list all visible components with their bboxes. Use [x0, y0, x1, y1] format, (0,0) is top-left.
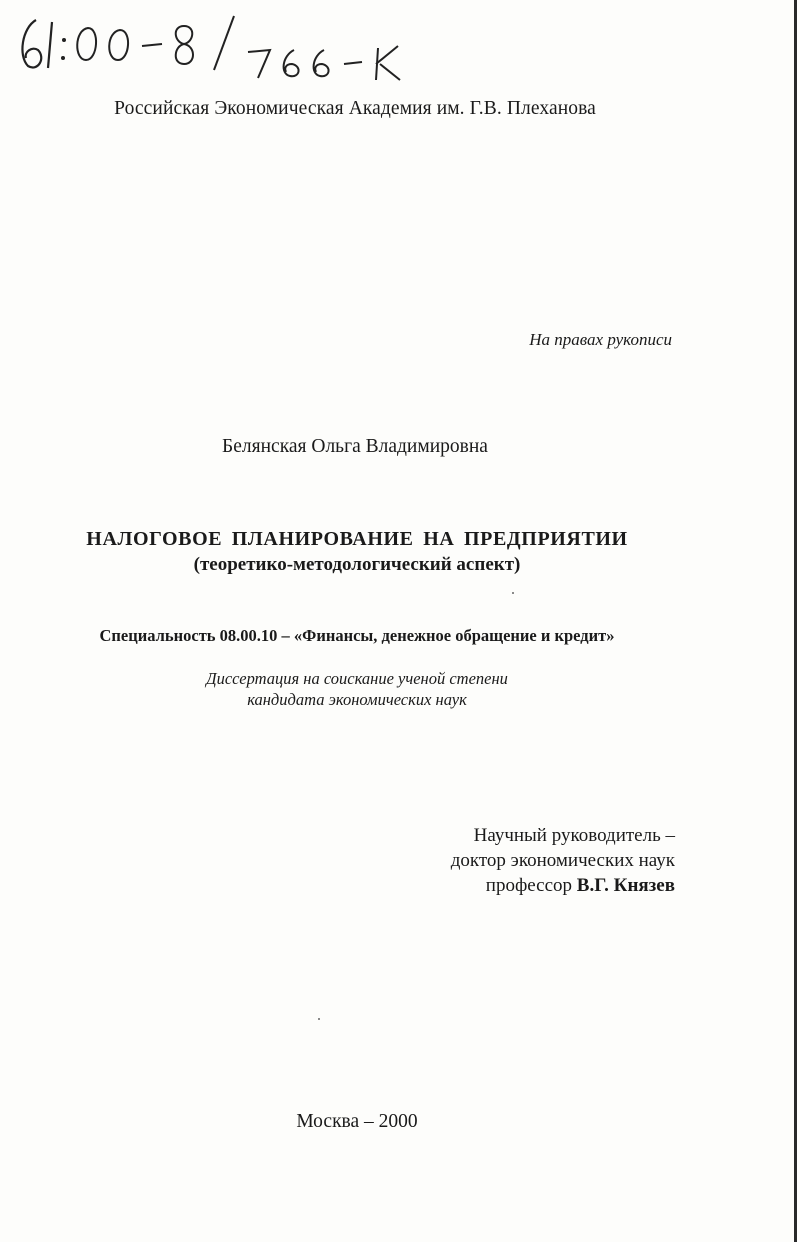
scan-speck	[318, 1018, 320, 1020]
rights-note: На правах рукописи	[529, 330, 672, 349]
scan-speck	[512, 592, 514, 594]
supervisor-title: профессор	[485, 875, 573, 896]
supervisor-degree: доктор экономических наук	[450, 850, 675, 871]
dissertation-subtitle: (теоретико-методологический аспект)	[193, 554, 521, 575]
author-name: Белянская Ольга Владимировна	[222, 436, 488, 457]
institution-name: Российская Экономическая Академия им. Г.В. Плеханова	[114, 98, 596, 119]
supervisor-block	[451, 823, 675, 898]
supervisor-role: Научный руководитель –	[473, 825, 675, 846]
city-year: Москва – 2000	[296, 1111, 418, 1132]
degree-statement-line-2: кандидата экономических наук	[247, 690, 467, 709]
specialty-line: Специальность 08.00.10 – «Финансы, денежное обращение и кредит»	[99, 626, 615, 645]
degree-statement-line-1: Диссертация на соискание ученой степени	[206, 669, 508, 688]
degree-statement	[0, 668, 714, 710]
supervisor-name: В.Г. Князев	[576, 875, 675, 896]
supervisor-title-line	[451, 873, 675, 898]
dissertation-title: НАЛОГОВОЕ ПЛАНИРОВАНИЕ НА ПРЕДПРИЯТИИ	[86, 528, 628, 550]
handwriting-drawing	[8, 6, 428, 86]
handwritten-catalog-number	[8, 6, 428, 86]
